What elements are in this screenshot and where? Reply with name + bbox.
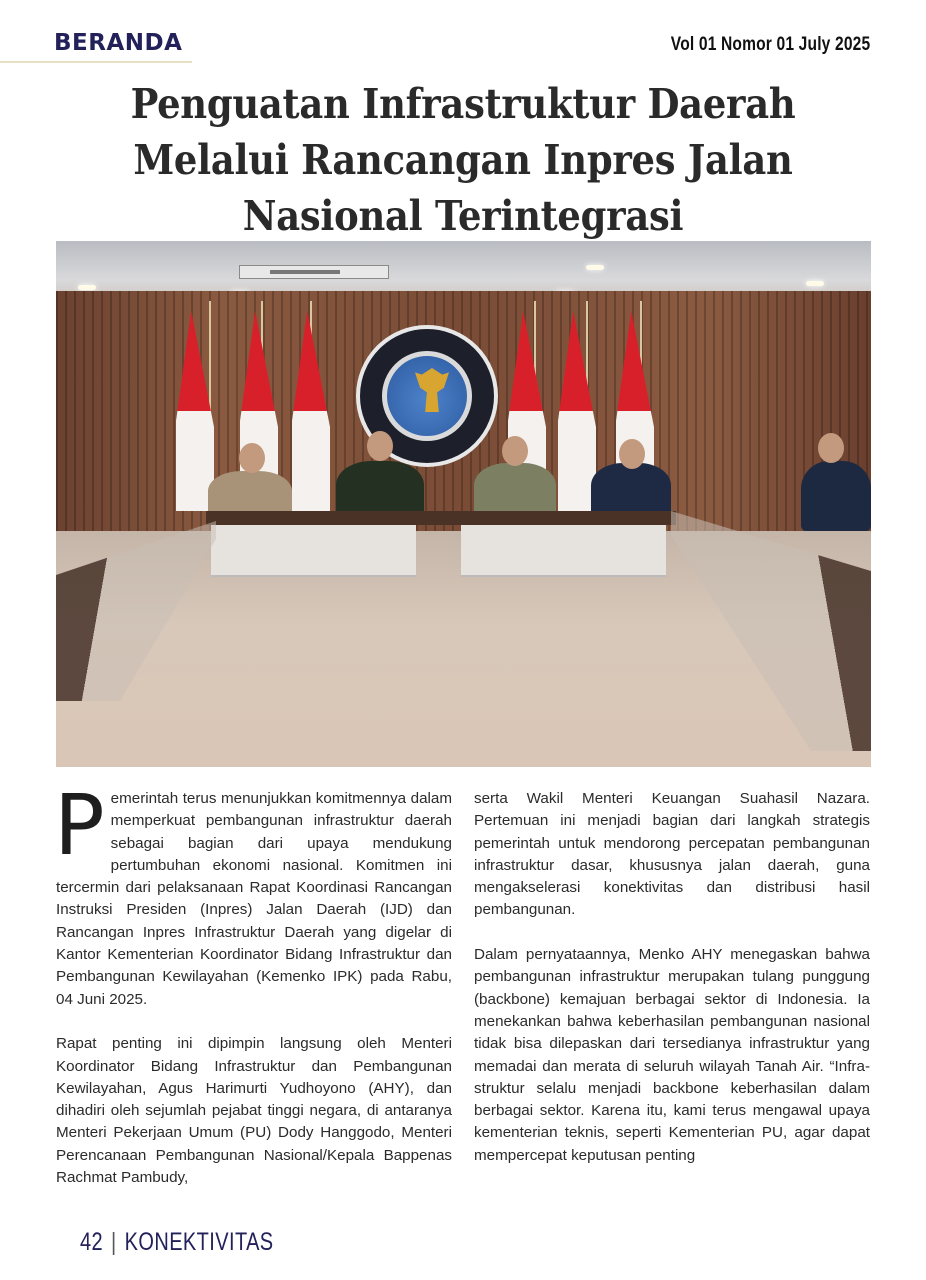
article-title — [100, 76, 825, 244]
page-footer — [80, 1228, 274, 1257]
conference-table — [206, 511, 676, 525]
person-head — [619, 439, 645, 469]
title-line-2: Melalui Rancangan Inpres Jalan — [133, 136, 793, 184]
person — [801, 461, 871, 531]
issue-info: Vol 01 Nomor 01 July 2025 — [670, 34, 870, 55]
section-label: BERANDA — [54, 30, 183, 56]
paragraph: Rapat penting ini dipimpin langsung oleh Menteri Koordinator Bidang Infrastruktur dan Pembangunan Kewilayahan, Agus Harimurti Yudhoyono (AHY), dan dihadiri oleh sejumlah pejabat tinggi negara, di antaranya Menteri Pekerjaan Umum (PU) Dody Hanggodo, Menteri Perencanaan Pembangunan Nasional/Kepala Bappenas Rachmat Pambudy, — [56, 1035, 452, 1187]
article-column-left — [54, 776, 452, 1212]
ceiling-light — [78, 285, 96, 290]
table-modesty-panel — [211, 525, 416, 577]
drop-cap: P — [54, 776, 105, 874]
person-head — [502, 436, 528, 466]
garuda-icon — [415, 368, 449, 412]
publication-name: KONEKTIVITAS — [124, 1228, 274, 1256]
article-column-right — [474, 788, 870, 1189]
article-photo — [56, 241, 871, 767]
person-head — [818, 433, 844, 463]
ac-unit — [239, 265, 389, 279]
paragraph: Dalam pernyataannya, Menko AHY menegaskan bahwa pembangunan infrastruktur merupakan tulang punggung (backbone) kemajuan berbagai sektor di Indonesia. Ia menekankan bahwa keberhasilan pembangunan nasional tidak bisa dilepaskan dari tersedianya infrastruktur yang memadai dan merata di seluruh wilayah Tanah Air. “Infrastruktur selalu menjadi backbone keberhasilan dalam berbagai sektor. Karena itu, kami terus mengawal upaya kementerian teknis, seperti Kementerian PU, agar dapat mempercepat keputusan penting — [474, 946, 870, 1164]
footer-separator: | — [111, 1228, 117, 1256]
paragraph: serta Wakil Menteri Keuangan Suahasil Nazara. Pertemuan ini menjadi bagian dari langkah strategis pemerintah untuk mendorong percepatan pembangunan infrastruktur dasar, khususnya jalan daerah, guna mengakselerasi konektivitas dan distribusi hasil pembangunan. — [474, 790, 870, 919]
title-line-3: Nasional Terintegrasi — [242, 192, 684, 240]
paragraph — [54, 776, 452, 1011]
section-rule — [0, 61, 192, 63]
table-modesty-panel — [461, 525, 666, 577]
person-head — [239, 443, 265, 473]
person-head — [367, 431, 393, 461]
ceiling-light — [586, 265, 604, 270]
paragraph-text: emerintah terus menunjukkan komitmennya dalam memperkuat pembangunan infrastruktur daerah sebagai bagian dari upaya mendukung pertumbuhan ekonomi nasional. Komitmen ini tercermin dari pelaksanaan Rapat Koordinasi Rancangan Instruksi Presiden (Inpres) Jalan Daerah (IJD) dan Rancangan Inpres Infrastruktur Daerah yang digelar di Kantor Kementerian Koordinator Bidang Infrastruktur dan Pembangunan Kewilayahan (Kemenko IPK) pada Rabu, 04 Juni 2025. — [56, 790, 452, 1008]
ceiling-light — [806, 281, 824, 286]
page-number: 42 — [80, 1228, 104, 1256]
emblem-globe — [382, 351, 472, 441]
photo-ceiling — [56, 241, 871, 297]
title-line-1: Penguatan Infrastruktur Daerah — [130, 80, 796, 128]
